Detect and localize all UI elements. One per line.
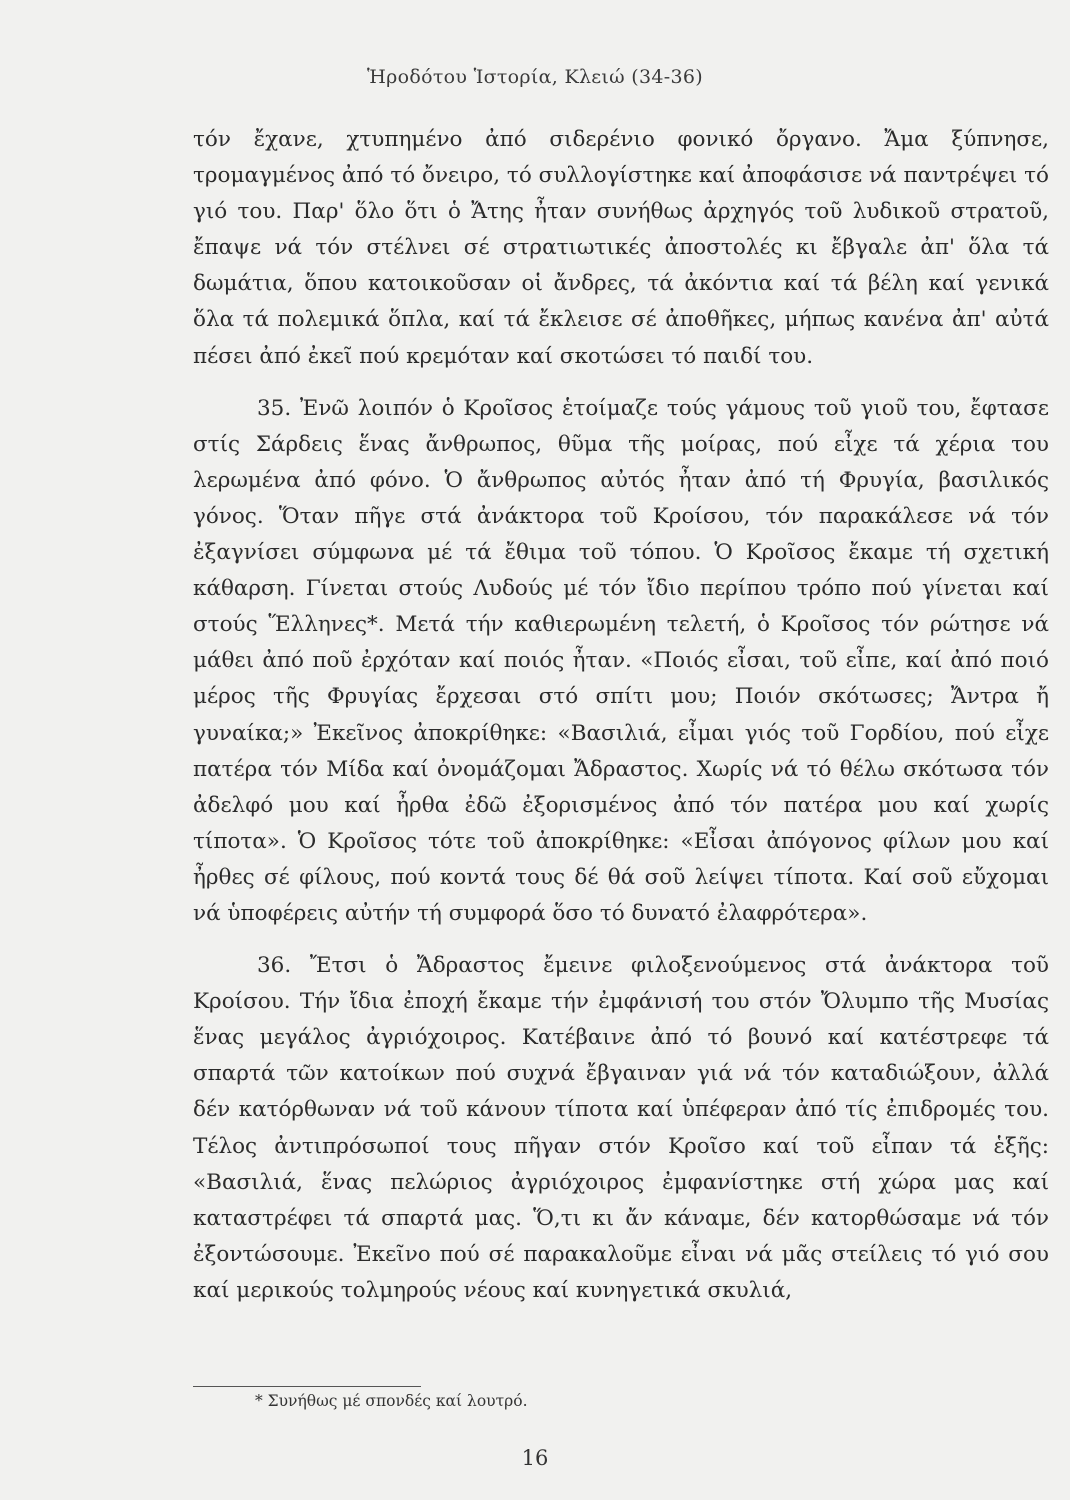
footnote-divider — [193, 1386, 421, 1387]
running-header: Ἡροδότου Ἱστορία, Κλειώ (34-36) — [366, 66, 704, 88]
page-number: 16 — [521, 1446, 549, 1470]
paragraph-continuation: τόν ἔχανε, χτυπημένο ἀπό σιδερένιο φονικό ὄργανο. Ἄμα ξύπνησε, τρομαγμένος ἀπό τό ὄνειρο, τό συλλογίστηκε καί ἀποφάσισε νά παντρέψει τό γιό του. Παρ' ὅλο ὅτι ὁ Ἄτης ἦταν συνήθως ἀρχηγός τοῦ λυδικοῦ στρατοῦ, ἔπαψε νά τόν στέλνει σέ στρατιωτικές ἀποστολές κι ἔβγαλε ἀπ' ὅλα τά δωμάτια, ὅπου κατοικοῦσαν οἱ ἄνδρες, τά ἀκόντια καί τά βέλη καί γενικά ὅλα τά πολεμικά ὅπλα, καί τά ἔκλεισε σέ ἀποθῆκες, μήπως κανένα ἀπ' αὐτά πέσει ἀπό ἐκεῖ πού κρεμόταν καί σκοτώσει τό παιδί του. — [193, 127, 1049, 369]
paragraph-section-35: 35. Ἐνῶ λοιπόν ὁ Κροῖσος ἑτοίμαζε τούς γάμους τοῦ γιοῦ του, ἔφτασε στίς Σάρδεις ἕνας ἄνθρωπος, θῦμα τῆς μοίρας, πού εἶχε τά χέρια του λερωμένα ἀπό φόνο. Ὁ ἄνθρωπος αὐτός ἦταν ἀπό τή Φρυγία, βασιλικός γόνος. Ὅταν πῆγε στά ἀνάκτορα τοῦ Κροίσου, τόν παρακάλεσε νά τόν ἐξαγνίσει σύμφωνα μέ τά ἔθιμα τοῦ τόπου. Ὁ Κροῖσος ἔκαμε τή σχετική κάθαρση. Γίνεται στούς Λυδούς μέ τόν ἴδιο περίπου τρόπο πού γίνεται καί στούς Ἕλληνες*. Μετά τήν καθιερωμένη τελετή, ὁ Κροῖσος τόν ρώτησε νά μάθει ἀπό ποῦ ἐρχόταν καί ποιός ἦταν. «Ποιός εἶσαι, τοῦ εἶπε, καί ἀπό ποιό μέρος τῆς Φρυγίας ἔρχεσαι στό σπίτι μου; Ποιόν σκότωσες; Ἄντρα ἤ γυναίκα;» Ἐκεῖνος ἀποκρίθηκε: «Βασιλιά, εἶμαι γιός τοῦ Γορδίου, πού εἶχε πατέρα τόν Μίδα καί ὀνομάζομαι Ἄδραστος. Χωρίς νά τό θέλω σκότωσα τόν ἀδελφό μου καί ἦρθα ἐδῶ ἐξορισμένος ἀπό τόν πατέρα μου καί χωρίς τίποτα». Ὁ Κροῖσος τότε τοῦ ἀποκρίθηκε: «Εἶσαι ἀπόγονος φίλων μου καί ἦρθες σέ φίλους, πού κοντά τους δέ θά σοῦ λείψει τίποτα. Καί σοῦ εὔχομαι νά ὑποφέρεις αὐτήν τή συμφορά ὅσο τό δυνατό ἐλαφρότερα». — [193, 395, 1049, 926]
paragraph-section-36: 36. Ἔτσι ὁ Ἄδραστος ἔμεινε φιλοξενούμενος στά ἀνάκτορα τοῦ Κροίσου. Τήν ἴδια ἐποχή ἔκαμε τήν ἐμφάνισή του στόν Ὄλυμπο τῆς Μυσίας ἕνας μεγάλος ἀγριόχοιρος. Κατέβαινε ἀπό τό βουνό καί κατέστρεφε τά σπαρτά τῶν κατοίκων πού συχνά ἔβγαιναν γιά νά τόν καταδιώξουν, ἀλλά δέν κατόρθωναν νά τοῦ κάνουν τίποτα καί ὑπέφεραν ἀπό τίς ἐπιδρομές του. Τέλος ἀντιπρόσωποί τους πῆγαν στόν Κροῖσο καί τοῦ εἶπαν τά ἑξῆς: «Βασιλιά, ἕνας πελώριος ἀγριόχοιρος ἐμφανίστηκε στή χώρα μας καί καταστρέφει τά σπαρτά μας. Ὅ,τι κι ἄν κάναμε, δέν κατορθώσαμε νά τόν ἐξοντώσουμε. Ἐκεῖνο πού σέ παρακαλοῦμε εἶναι νά μᾶς στείλεις τό γιό σου καί μερικούς τολμηρούς νέους καί κυνηγετικά σκυλιά, — [193, 953, 1049, 1303]
footnote: * Συνήθως μέ σπονδές καί λουτρό. — [255, 1392, 528, 1410]
main-text — [193, 122, 1049, 1309]
